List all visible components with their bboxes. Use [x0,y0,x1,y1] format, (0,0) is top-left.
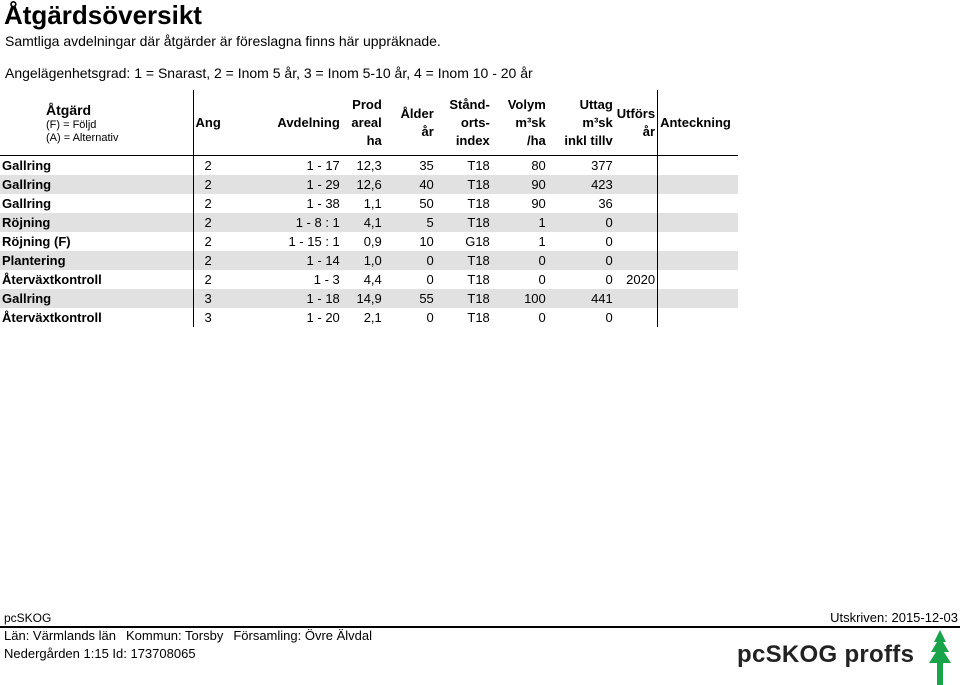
row-avdelning: 1 - 38 [306,196,340,211]
row-standortsindex: T18 [467,196,490,211]
row-utfors [615,194,658,213]
row-standortsindex: T18 [467,158,490,173]
row-volym: 1 [492,213,548,232]
row-areal: 12,6 [342,175,384,194]
row-avdelning: 1 - 15 : 1 [288,234,340,249]
row-volym: 0 [492,251,548,270]
table-row [0,289,738,308]
table-header-row [0,90,738,156]
header-uttag: Uttag m³sk inkl tillv [548,90,615,156]
row-uttag: 423 [548,175,615,194]
row-areal: 14,9 [342,289,384,308]
row-uttag: 0 [605,272,613,287]
row-uttag: 0 [605,234,613,249]
row-anteckning [658,156,738,176]
row-action: Återväxtkontroll [0,308,193,327]
row-standortsindex: T18 [467,310,490,325]
row-standortsindex: T18 [436,213,492,232]
row-alder: 0 [426,310,434,325]
row-ang: 3 [204,310,212,325]
row-utfors [615,308,658,327]
row-utfors [615,251,658,270]
row-areal: 1,1 [363,196,382,211]
row-ang: 2 [193,251,223,270]
row-alder: 0 [384,251,436,270]
table-row [0,175,738,194]
row-volym: 90 [492,175,548,194]
row-volym: 80 [531,158,546,173]
row-avdelning: 1 - 3 [313,272,340,287]
row-standortsindex: T18 [436,289,492,308]
table-row [0,251,738,270]
row-volym: 0 [538,272,546,287]
header-standortsindex: Stånd- orts- index [436,90,492,156]
row-alder: 50 [419,196,434,211]
footer-lan: Län: Värmlands län [4,628,117,643]
row-anteckning [658,270,738,289]
row-avdelning: 1 - 20 [306,310,340,325]
row-areal: 4,1 [342,213,384,232]
row-standortsindex: T18 [467,272,490,287]
row-alder: 10 [419,234,434,249]
header-prod-areal: Prod areal ha [342,90,384,156]
row-avdelning: 1 - 29 [223,175,342,194]
row-action: Plantering [0,251,193,270]
row-uttag: 377 [591,158,613,173]
row-anteckning [658,194,738,213]
action-table [0,90,738,327]
row-anteckning [658,251,738,270]
row-anteckning [658,289,738,308]
row-utfors [615,213,658,232]
row-avdelning: 1 - 8 : 1 [223,213,342,232]
table-row [0,308,738,327]
header-volym: Volym m³sk /ha [492,90,548,156]
row-action: Återväxtkontroll [0,270,193,289]
row-alder: 55 [384,289,436,308]
row-action: Röjning [0,213,193,232]
row-areal: 2,1 [363,310,382,325]
row-anteckning [658,308,738,327]
row-uttag: 441 [548,289,615,308]
row-action: Gallring [0,156,193,176]
footer-program: pcSKOG [4,611,52,625]
row-uttag: 0 [548,251,615,270]
row-utfors [615,232,658,251]
page-title: Åtgärdsöversikt [4,0,202,30]
row-ang: 2 [204,158,212,173]
row-action: Gallring [0,175,193,194]
row-volym: 0 [538,310,546,325]
row-ang: 2 [193,213,223,232]
row-ang: 2 [204,272,212,287]
row-volym: 1 [538,234,546,249]
row-avdelning: 1 - 17 [306,158,340,173]
row-anteckning [658,232,738,251]
row-standortsindex: G18 [465,234,490,249]
header-avdelning: Avdelning [223,90,342,156]
row-ang: 2 [193,175,223,194]
brand-logo-text: pcSKOG proffs [737,641,915,668]
header-utfors: Utförs år [615,90,658,156]
row-areal: 4,4 [363,272,382,287]
footer-property: Nedergården 1:15 Id: 173708065 [4,646,196,661]
table-row [0,194,738,213]
row-anteckning [658,175,738,194]
row-action: Röjning (F) [0,232,193,251]
urgency-legend: Angelägenhetsgrad: 1 = Snarast, 2 = Inom 5 år, 3 = Inom 5-10 år, 4 = Inom 10 - 20 år [5,65,533,81]
row-utfors [615,175,658,194]
row-standortsindex: T18 [436,251,492,270]
row-standortsindex: T18 [436,175,492,194]
row-avdelning: 1 - 18 [223,289,342,308]
table-row [0,232,738,251]
row-alder: 0 [426,272,434,287]
header-anteckning: Anteckning [658,90,738,156]
row-ang: 3 [193,289,223,308]
row-ang: 2 [204,196,212,211]
table-row [0,156,738,176]
footer-kommun: Kommun: Torsby [126,628,224,643]
row-utfors: 2020 [615,270,658,289]
row-action: Gallring [0,194,193,213]
row-volym: 90 [531,196,546,211]
table-row [0,270,738,289]
page-subtitle: Samtliga avdelningar där åtgärder är föreslagna finns här uppräknade. [5,33,441,49]
tree-logo-icon [926,630,954,685]
row-alder: 5 [384,213,436,232]
footer-location [4,628,382,643]
header-alder: Ålder år [384,90,436,156]
row-action: Gallring [0,289,193,308]
row-anteckning [658,213,738,232]
row-alder: 35 [419,158,434,173]
row-areal: 0,9 [363,234,382,249]
row-utfors [615,156,658,176]
row-volym: 100 [492,289,548,308]
row-alder: 40 [384,175,436,194]
header-action: Åtgärd (F) = Följd (A) = Alternativ [0,90,193,156]
row-ang: 2 [204,234,212,249]
row-utfors [615,289,658,308]
footer-printed-date: Utskriven: 2015-12-03 [830,610,958,625]
row-uttag: 0 [548,213,615,232]
table-row [0,213,738,232]
footer-forsamling: Församling: Övre Älvdal [233,628,373,643]
row-uttag: 36 [598,196,613,211]
header-ang: Ang [193,90,223,156]
row-areal: 1,0 [342,251,384,270]
row-uttag: 0 [605,310,613,325]
row-avdelning: 1 - 14 [223,251,342,270]
row-areal: 12,3 [356,158,382,173]
